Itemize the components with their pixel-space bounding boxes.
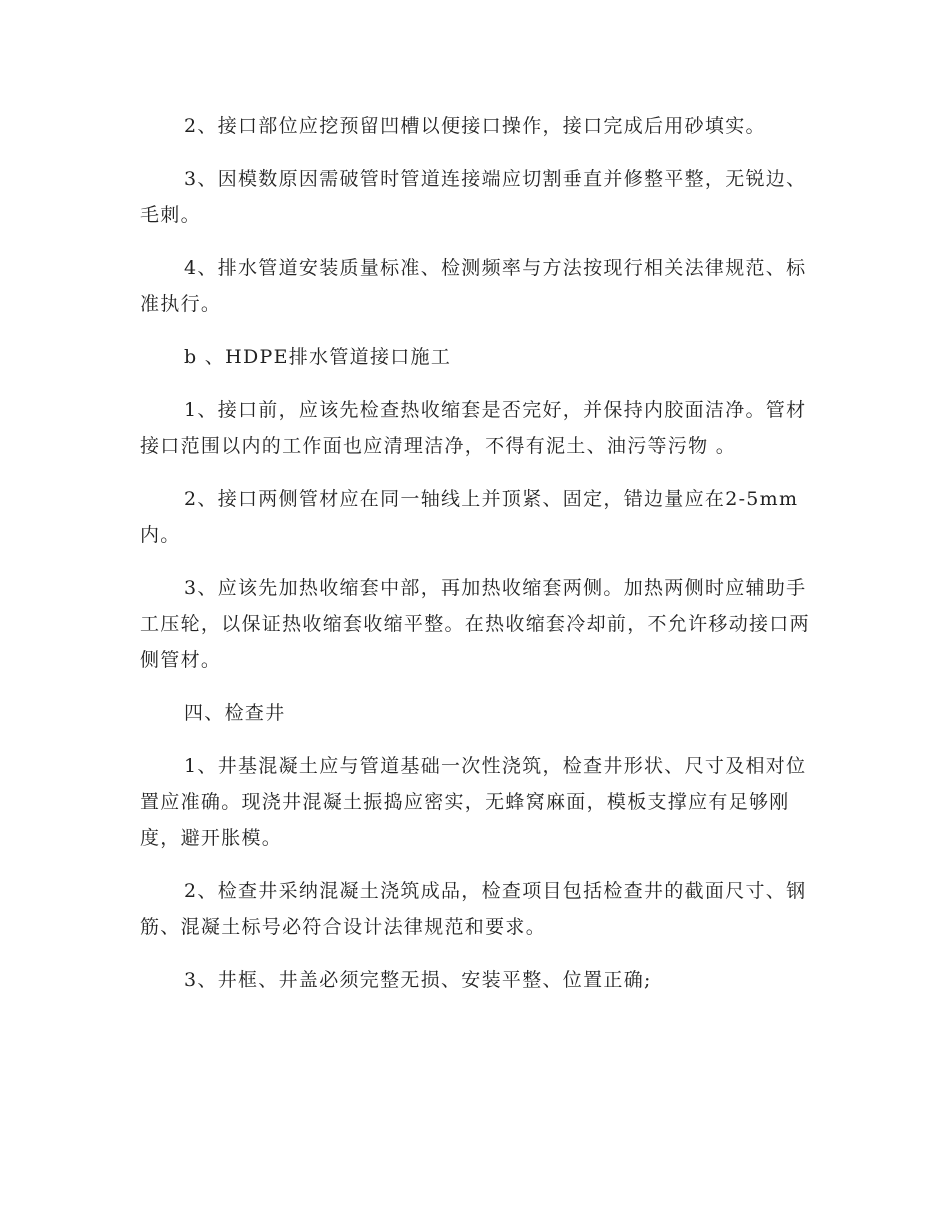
paragraph-well-concrete: 1、井基混凝土应与管道基础一次性浇筑，检查井形状、尺寸及相对位置应准确。现浇井混凝土振捣应密实，无蜂窝麻面，模板支撑应有足够刚度，避开胀模。	[140, 755, 807, 849]
paragraph-pipe-alignment: 2、接口两侧管材应在同一轴线上并顶紧、固定，错边量应在2-5mm内。	[140, 488, 799, 546]
paragraph-pre-joint-check: 1、接口前，应该先检查热收缩套是否完好，并保持内胶面洁净。管材接口范围以内的工作面也应清理洁净，不得有泥土、油污等污物 。	[140, 399, 807, 457]
paragraph-well-inspection: 2、检查井采纳混凝土浇筑成品，检查项目包括检查井的截面尺寸、钢筋、混凝土标号必符合设计法律规范和要求。	[140, 880, 807, 938]
paragraph-heat-shrink: 3、应该先加热收缩套中部，再加热收缩套两侧。加热两侧时应辅助手工压轮，以保证热收缩套收缩平整。在热收缩套冷却前，不允许移动接口两侧管材。	[140, 577, 810, 671]
paragraph-quality-standard: 4、排水管道安装质量标准、检测频率与方法按现行相关法律规范、标准执行。	[140, 257, 807, 315]
section-heading-inspection-well: 四、检查井	[184, 702, 286, 724]
paragraph-pipe-cutting: 3、因模数原因需破管时管道连接端应切割垂直并修整平整，无锐边、毛刺。	[140, 168, 807, 226]
section-heading-hdpe-joint: b 、HDPE排水管道接口施工	[184, 346, 452, 368]
paragraph-well-cover: 3、井框、井盖必须完整无损、安装平整、位置正确;	[184, 969, 652, 991]
document-body	[140, 108, 810, 1015]
paragraph-joint-groove: 2、接口部位应挖预留凹槽以便接口操作，接口完成后用砂填实。	[184, 115, 766, 137]
